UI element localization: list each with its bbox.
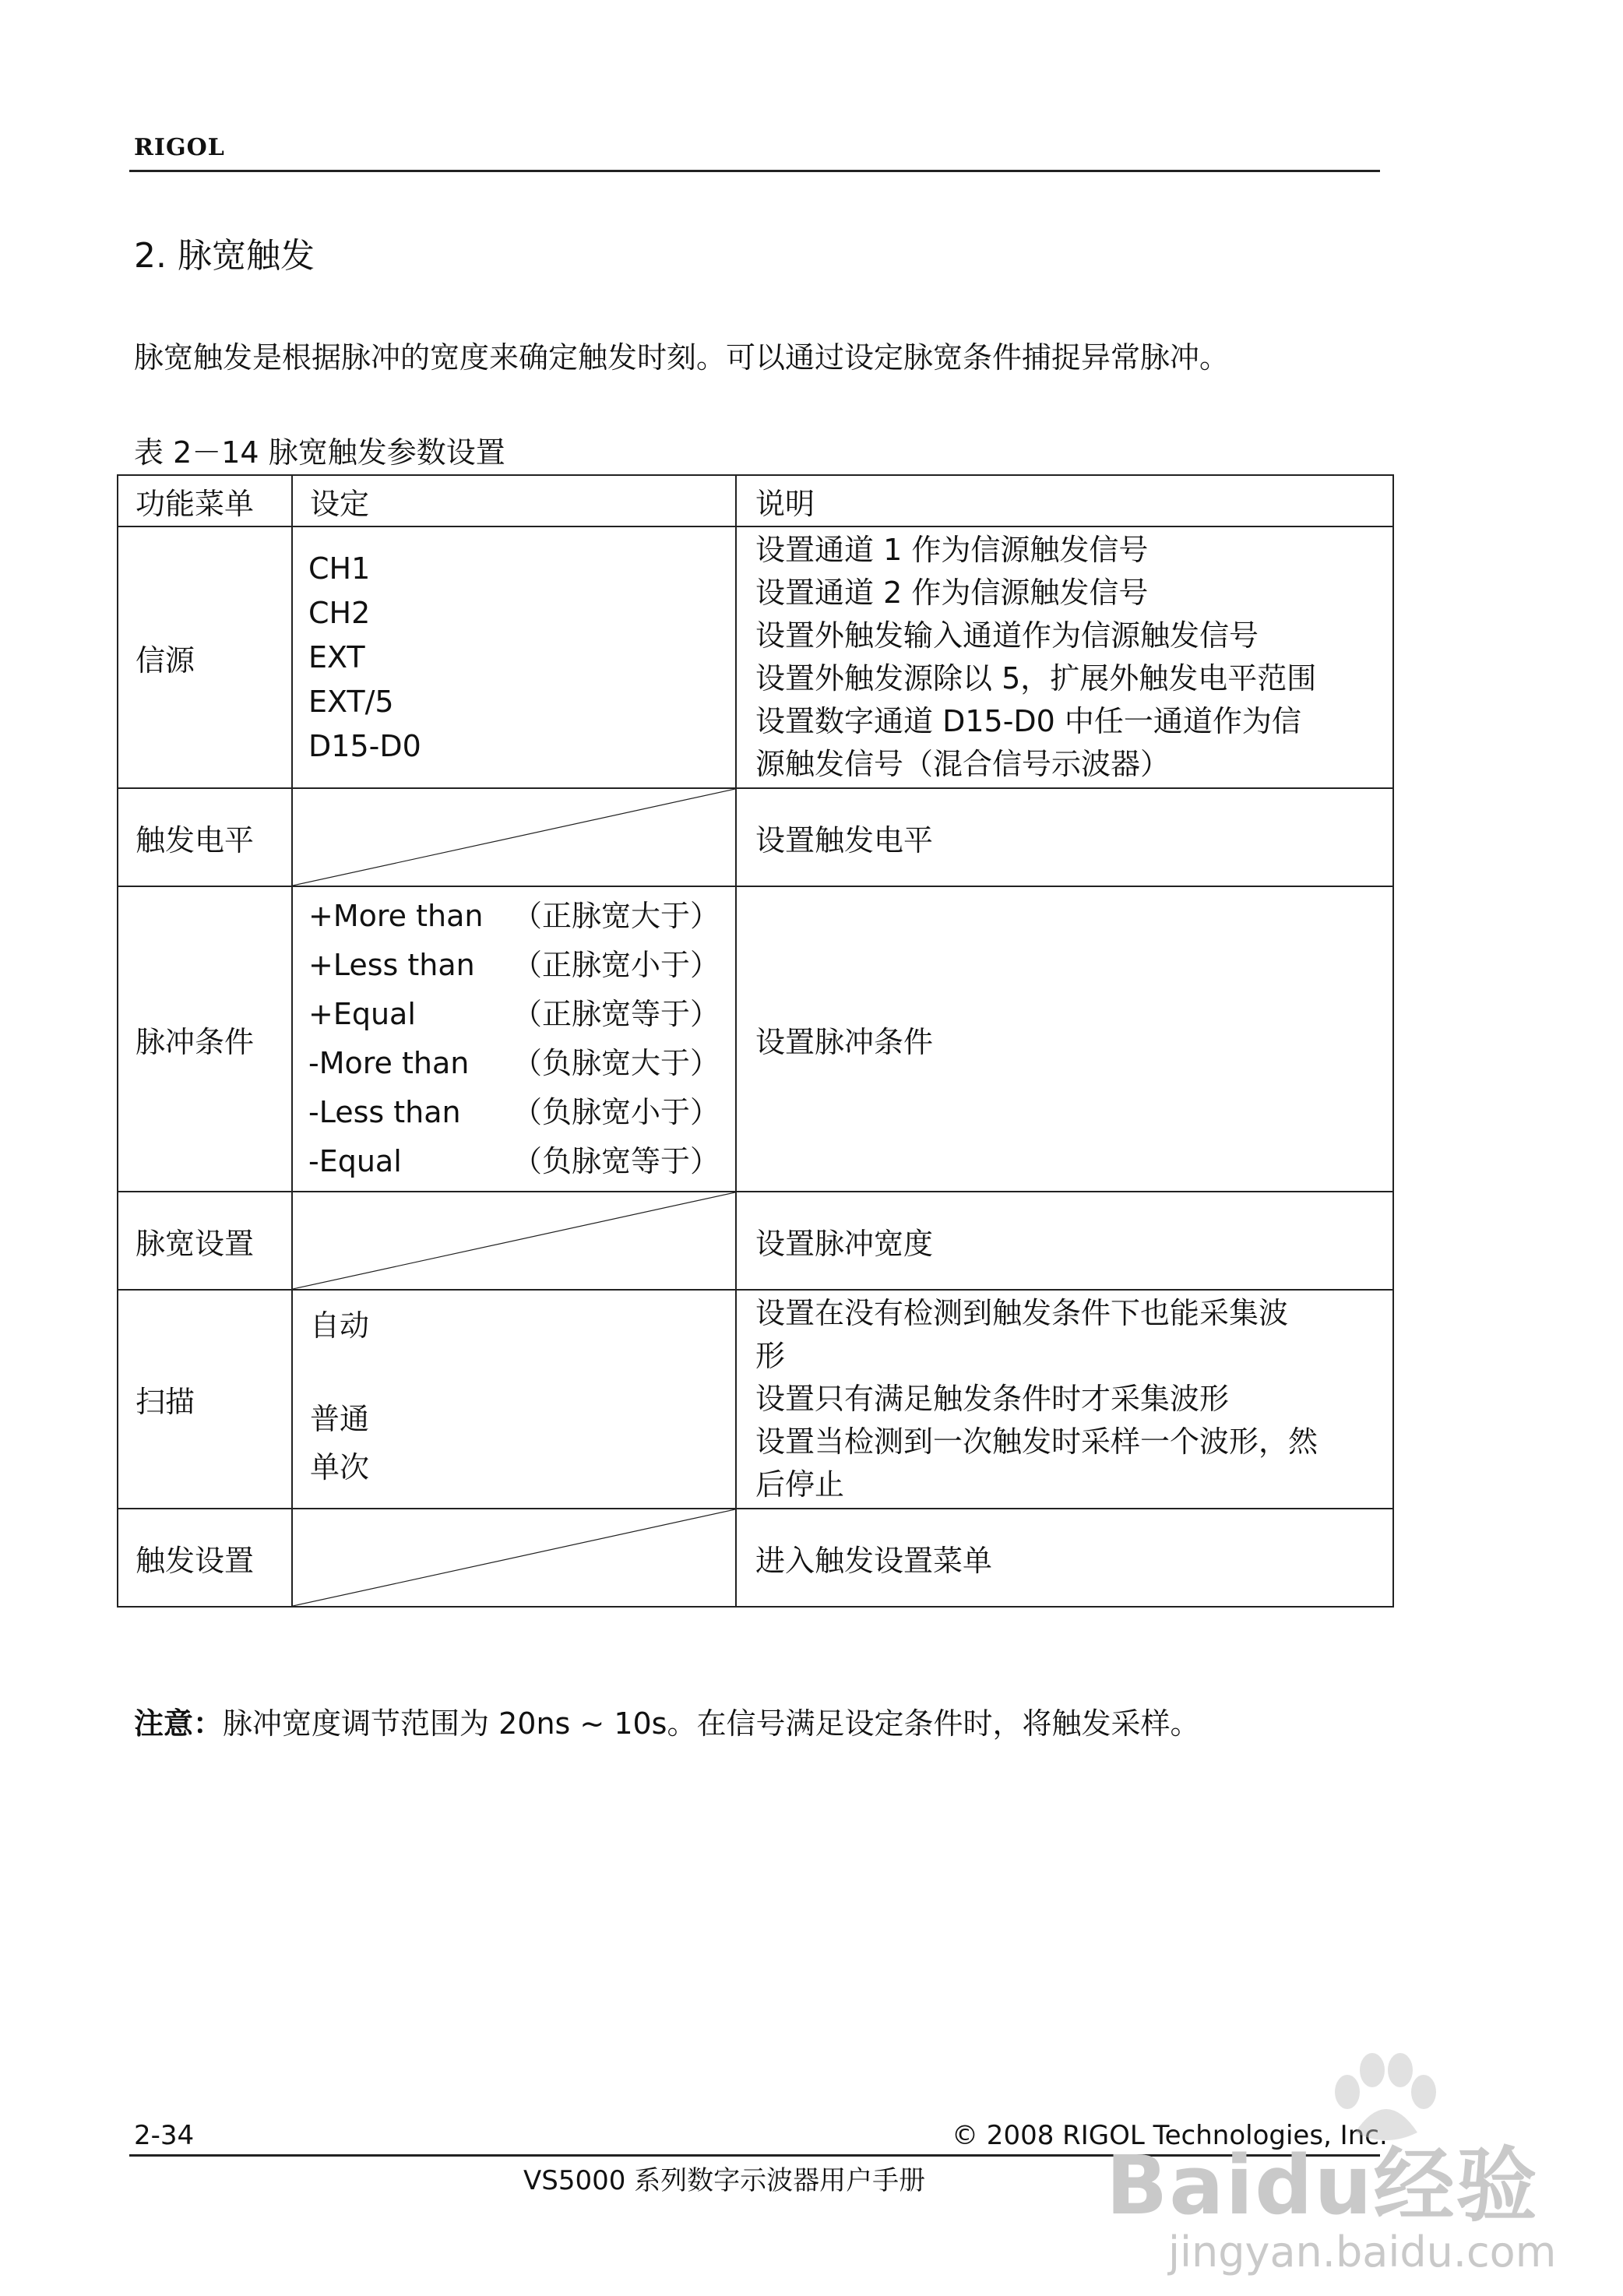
section-title: 2. 脉宽触发 <box>134 236 315 276</box>
setting-d15-d0: D15-D0 <box>308 728 421 763</box>
watermark-url: jingyan.baidu.com <box>1168 2227 1557 2277</box>
menu-source: 信源 <box>118 526 292 788</box>
setting-ext: EXT <box>308 639 365 674</box>
condition-option: +Less than （正脉宽小于） <box>308 948 720 982</box>
setting-auto: 自动 <box>310 1308 370 1343</box>
desc-line: 后停止 <box>755 1467 845 1502</box>
condition-option: -Equal （负脉宽等于） <box>308 1144 720 1178</box>
empty-setting-diagonal <box>292 1509 736 1607</box>
brand-logo: RIGOL <box>134 134 225 161</box>
setting-ext5: EXT/5 <box>308 684 394 719</box>
desc-source <box>736 526 1393 788</box>
header-divider <box>129 170 1380 172</box>
copyright: © 2008 RIGOL Technologies, Inc. <box>952 2120 1388 2151</box>
row-trigger-setup <box>118 1509 1393 1607</box>
desc-pulse-width: 设置脉冲宽度 <box>736 1192 1393 1290</box>
settings-sweep <box>292 1290 736 1509</box>
desc-line: 源触发信号（混合信号示波器） <box>755 747 1171 781</box>
header-setting: 设定 <box>292 475 736 526</box>
menu-sweep: 扫描 <box>118 1290 292 1509</box>
note-paragraph <box>134 1699 1199 1742</box>
page-number: 2-34 <box>134 2120 195 2151</box>
menu-trigger-setup: 触发设置 <box>118 1509 292 1607</box>
watermark-logo: Baidu经验 <box>1106 2138 1539 2233</box>
desc-line: 设置通道 2 作为信源触发信号 <box>755 576 1149 610</box>
desc-trigger-level: 设置触发电平 <box>736 788 1393 886</box>
desc-pulse-condition: 设置脉冲条件 <box>736 886 1393 1192</box>
desc-line: 设置数字通道 D15-D0 中任一通道作为信 <box>755 704 1301 738</box>
row-source <box>118 526 1393 788</box>
table-caption: 表 2－14 脉宽触发参数设置 <box>134 435 505 470</box>
desc-line: 设置在没有检测到触发条件下也能采集波 <box>755 1296 1289 1330</box>
desc-line: 设置只有满足触发条件时才采集波形 <box>755 1382 1230 1416</box>
menu-trigger-level: 触发电平 <box>118 788 292 886</box>
desc-line: 设置通道 1 作为信源触发信号 <box>755 533 1149 567</box>
condition-option: +Equal （正脉宽等于） <box>308 997 720 1031</box>
empty-setting-diagonal <box>292 1192 736 1290</box>
note-text: 脉冲宽度调节范围为 20ns ~ 10s。在信号满足设定条件时，将触发采样。 <box>223 1706 1200 1741</box>
desc-line: 设置当检测到一次触发时采样一个波形，然 <box>755 1424 1318 1459</box>
settings-source <box>292 526 736 788</box>
desc-line: 形 <box>755 1339 786 1373</box>
condition-option: -More than （负脉宽大于） <box>308 1046 720 1080</box>
row-sweep <box>118 1290 1393 1509</box>
table-header-row <box>118 475 1393 526</box>
pulse-trigger-params-table <box>117 474 1394 1608</box>
note-label: 注意： <box>134 1706 224 1741</box>
desc-sweep <box>736 1290 1393 1509</box>
header-menu: 功能菜单 <box>118 475 292 526</box>
settings-pulse-condition <box>292 886 736 1192</box>
setting-ch1: CH1 <box>308 551 371 586</box>
setting-ch2: CH2 <box>308 595 371 630</box>
paw-icon <box>1324 2047 1441 2148</box>
empty-setting-diagonal <box>292 788 736 886</box>
manual-title: VS5000 系列数字示波器用户手册 <box>523 2165 926 2196</box>
desc-line: 设置外触发源除以 5，扩展外触发电平范围 <box>755 661 1317 695</box>
menu-pulse-width: 脉宽设置 <box>118 1192 292 1290</box>
setting-single: 单次 <box>310 1450 370 1484</box>
desc-trigger-setup: 进入触发设置菜单 <box>736 1509 1393 1607</box>
condition-option: -Less than （负脉宽小于） <box>308 1095 720 1129</box>
row-pulse-width <box>118 1192 1393 1290</box>
menu-pulse-condition: 脉冲条件 <box>118 886 292 1192</box>
row-trigger-level <box>118 788 1393 886</box>
setting-normal: 普通 <box>310 1402 370 1436</box>
row-pulse-condition <box>118 886 1393 1192</box>
desc-line: 设置外触发输入通道作为信源触发信号 <box>755 618 1259 653</box>
intro-paragraph: 脉宽触发是根据脉冲的宽度来确定触发时刻。可以通过设定脉宽条件捕捉异常脉冲。 <box>134 340 1230 375</box>
condition-option: +More than （正脉宽大于） <box>308 899 720 933</box>
header-description: 说明 <box>736 475 1393 526</box>
